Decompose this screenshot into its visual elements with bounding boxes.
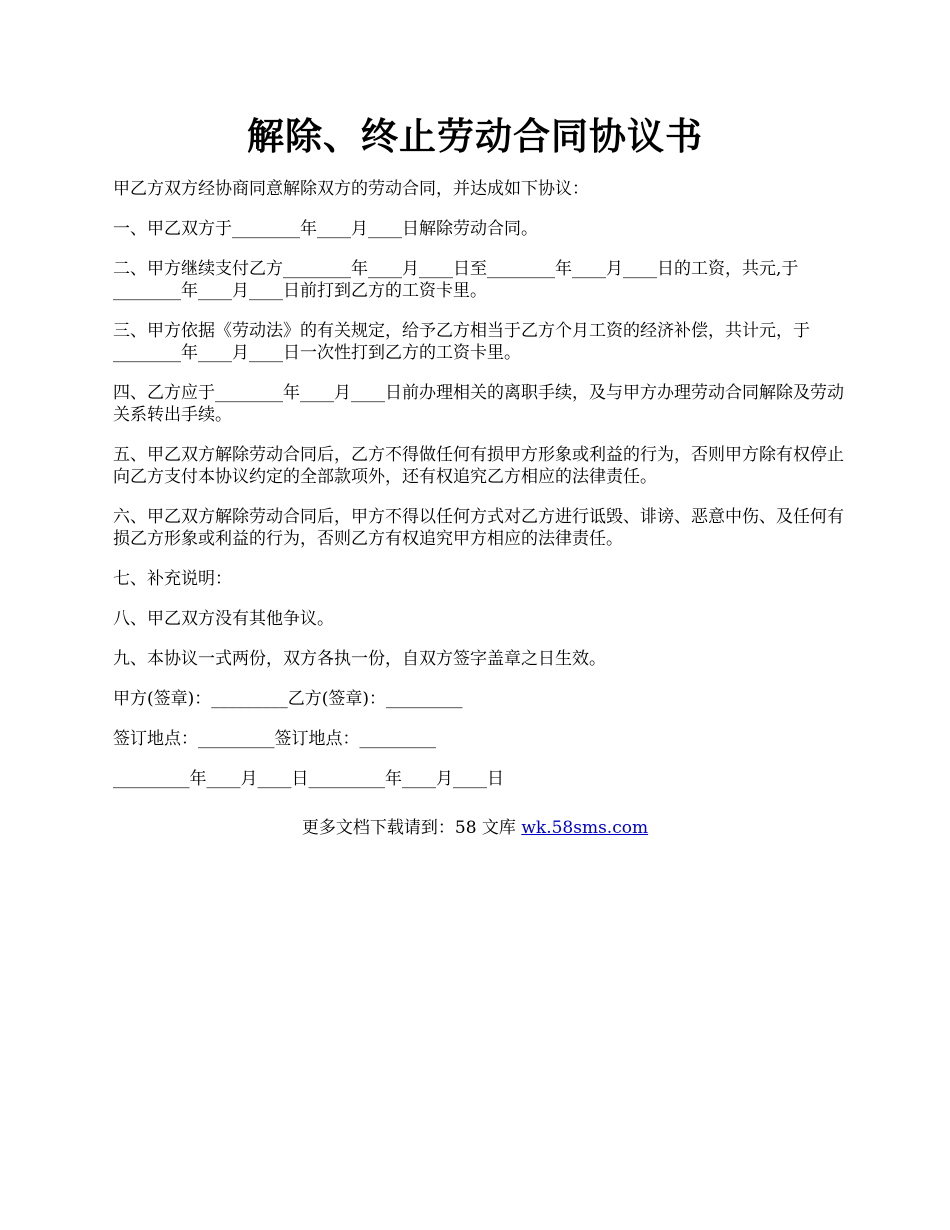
document-title: 解除、终止劳动合同协议书 xyxy=(247,114,703,158)
clause-6: 六、甲乙双方解除劳动合同后，甲方不得以任何方式对乙方进行诋毁、诽谤、恶意中伤、及任何有损乙方形象或利益的行为，否则乙方有权追究甲方相应的法律责任。 xyxy=(113,507,844,549)
footer-link[interactable]: wk.58sms.com xyxy=(521,818,649,838)
intro-paragraph: 甲乙方双方经协商同意解除双方的劳动合同，并达成如下协议： xyxy=(113,179,589,199)
clause-9: 九、本协议一式两份，双方各执一份，自双方签字盖章之日生效。 xyxy=(113,649,606,669)
clause-1: 一、甲乙双方于________年____月____日解除劳动合同。 xyxy=(113,219,538,239)
clause-3: 三、甲方依据《劳动法》的有关规定，给予乙方相当于乙方个月工资的经济补偿，共计元，于________年____月____日一次性打到乙方的工资卡里。 xyxy=(113,321,810,363)
clause-4: 四、乙方应于________年____月____日前办理相关的离职手续，及与甲方办理劳动合同解除及劳动关系转出手续。 xyxy=(113,383,844,425)
clause-2: 二、甲方继续支付乙方________年____月____日至________年____月____日的工资，共元,于________年____月____日前打到乙方的工资卡里。 xyxy=(113,259,799,301)
clause-5: 五、甲乙双方解除劳动合同后，乙方不得做任何有损甲方形象或利益的行为，否则甲方除有权停止向乙方支付本协议约定的全部款项外，还有权追究乙方相应的法律责任。 xyxy=(113,445,844,487)
signing-location-line: 签订地点：_________签订地点：_________ xyxy=(113,729,436,749)
footer-prefix: 更多文档下载请到：58 文库 xyxy=(301,818,522,838)
clause-8: 八、甲乙双方没有其他争议。 xyxy=(113,609,334,629)
footer xyxy=(0,817,950,839)
document-body xyxy=(113,178,853,808)
date-line: _________年____月____日_________年____月____日 xyxy=(113,769,504,789)
clause-7: 七、补充说明： xyxy=(113,569,232,589)
signature-line: 甲方(签章)：_________乙方(签章)：_________ xyxy=(113,689,463,709)
